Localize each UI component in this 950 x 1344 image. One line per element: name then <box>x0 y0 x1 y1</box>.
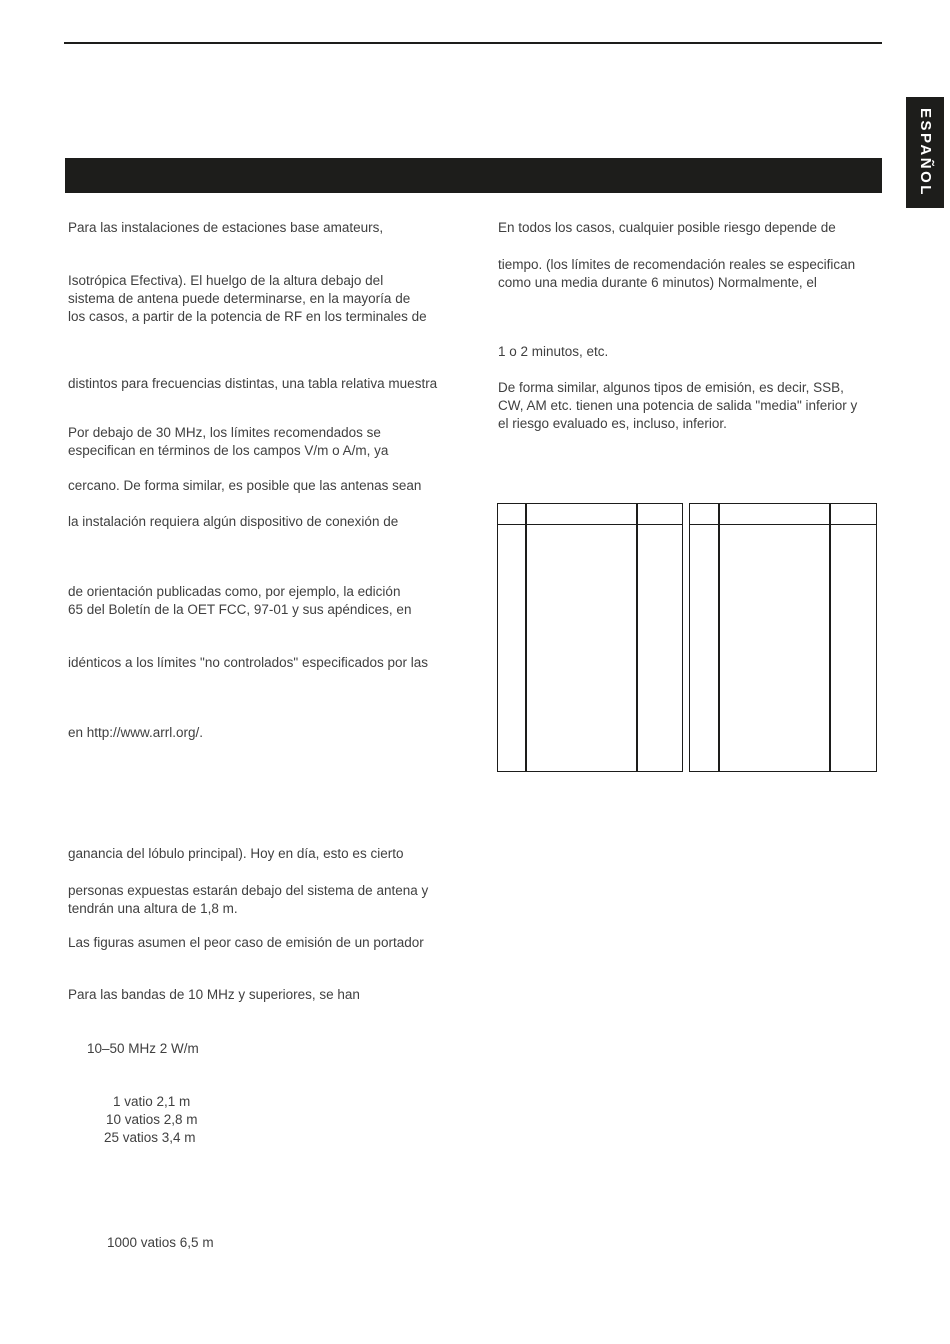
body-text-line: sistema de antena puede determinarse, en la mayoría de <box>68 291 411 306</box>
body-text-line: tiempo. (los límites de recomendación reales se especifican <box>498 257 856 272</box>
body-text-line: Para las instalaciones de estaciones base amateurs, <box>68 220 384 235</box>
body-text-line: 65 del Boletín de la OET FCC, 97-01 y sus apéndices, en <box>68 602 412 617</box>
body-text-line: de orientación publicadas como, por ejemplo, la edición <box>68 584 401 599</box>
power-distance-line: 1000 vatios 6,5 m <box>107 1235 214 1250</box>
table-column-divider <box>718 504 720 771</box>
table-column-divider <box>525 504 527 771</box>
body-text-line: distintos para frecuencias distintas, una tabla relativa muestra <box>68 376 438 391</box>
body-text-line: la instalación requiera algún dispositivo de conexión de <box>68 514 399 529</box>
limit-value-line: 10–50 MHz 2 W/m <box>87 1041 199 1056</box>
body-text-line: 1 o 2 minutos, etc. <box>498 344 609 359</box>
arrl-link-line[interactable]: en http://www.arrl.org/. <box>68 725 204 740</box>
table-column-divider <box>636 504 638 771</box>
body-text-line: Isotrópica Efectiva). El huelgo de la altura debajo del <box>68 273 384 288</box>
body-text-line: como una media durante 6 minutos) Normalmente, el <box>498 275 817 290</box>
body-text-line: idénticos a los límites "no controlados" especificados por las <box>68 655 429 670</box>
body-text-line: Por debajo de 30 MHz, los límites recomendados se <box>68 425 381 440</box>
body-text-line: En todos los casos, cualquier posible riesgo depende de <box>498 220 836 235</box>
body-text-line: especifican en términos de los campos V/m o A/m, ya <box>68 443 389 458</box>
power-distance-line: 25 vatios 3,4 m <box>104 1130 196 1145</box>
body-text-line: personas expuestas estarán debajo del sistema de antena y <box>68 883 429 898</box>
exposure-table-right <box>689 503 877 772</box>
body-text-line: Para las bandas de 10 MHz y superiores, se han <box>68 987 360 1002</box>
exposure-table-left <box>497 503 683 772</box>
power-distance-line: 10 vatios 2,8 m <box>106 1112 198 1127</box>
body-text-line: ganancia del lóbulo principal). Hoy en día, esto es cierto <box>68 846 404 861</box>
section-title-bar <box>65 158 882 193</box>
body-text-line: el riesgo evaluado es, incluso, inferior. <box>498 416 727 431</box>
language-tab-label: ESPAÑOL <box>917 108 934 197</box>
body-text-line: De forma similar, algunos tipos de emisión, es decir, SSB, <box>498 380 844 395</box>
power-distance-line: 1 vatio 2,1 m <box>113 1094 191 1109</box>
language-tab <box>906 97 944 208</box>
body-text-line: tendrán una altura de 1,8 m. <box>68 901 238 916</box>
top-rule-divider <box>64 42 882 44</box>
body-text-line: CW, AM etc. tienen una potencia de salida "media" inferior y <box>498 398 858 413</box>
body-text-line: cercano. De forma similar, es posible que las antenas sean <box>68 478 422 493</box>
body-text-line: los casos, a partir de la potencia de RF en los terminales de <box>68 309 427 324</box>
body-text-line: Las figuras asumen el peor caso de emisión de un portador <box>68 935 424 950</box>
table-column-divider <box>829 504 831 771</box>
